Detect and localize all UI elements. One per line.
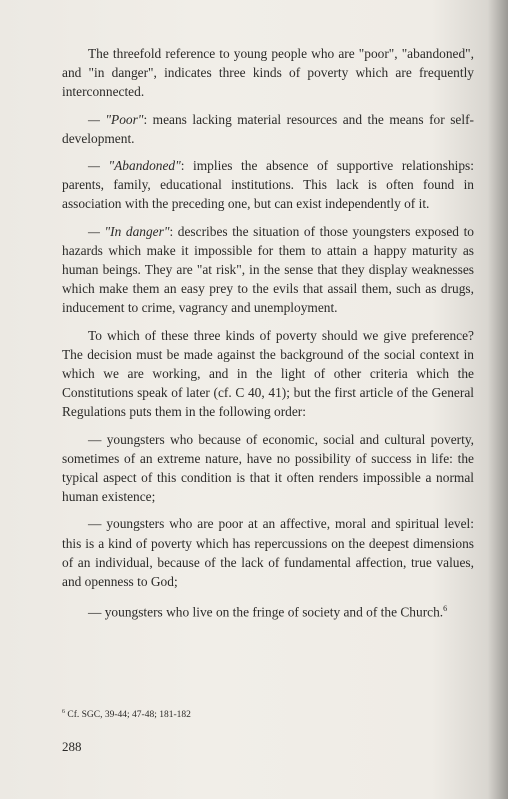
- paragraph-poor: — "Poor": means lacking material resources and the means for self-development.: [62, 111, 474, 146]
- list-item-fringe: [62, 599, 474, 622]
- body-text: [62, 44, 474, 630]
- paragraph-preference: To which of these three kinds of poverty should we give preference? The decision must be made against the background of the social context in which we are working, and in the light of other criteria which the Constitutions speak of later (cf. C 40, 41); but the first article of the General Regulations puts them in the following order:: [62, 327, 474, 420]
- footnote-marker: 6: [62, 709, 65, 715]
- footnote-reference: 6: [443, 604, 448, 614]
- paragraph-poor-text: : means lacking material resources and the means for self-development.: [62, 111, 474, 146]
- list-item-fringe-text: — youngsters who live on the fringe of society and of the Church.: [88, 604, 444, 620]
- paragraph-abandoned: — "Abandoned": implies the absence of supportive relationships: parents, family, educational institutions. This lack is often found in association with the preceding one, but can exist independently of it.: [62, 158, 474, 212]
- list-item-affective: — youngsters who are poor at an affective, moral and spiritual level: this is a kind of poverty which has repercussions on the deepest dimensions of an individual, because of the lack of fundamental affection, true values, and openness to God;: [62, 516, 474, 590]
- page-number: 288: [62, 739, 82, 754]
- paragraph-in-danger: — "In danger": describes the situation of those youngsters exposed to hazards which make it impossible for them to attain a happy maturity as human beings. They are "at risk", in the sense that they display weaknesses which make them an easy prey to the evils that assail them, such as drugs, inducement to crime, vagrancy and unemployment.: [62, 223, 474, 316]
- paragraph-intro: The threefold reference to young people who are "poor", "abandoned", and "in danger", indicates three kinds of poverty which are frequently interconnected.: [62, 46, 474, 100]
- list-item-economic: — youngsters who because of economic, social and cultural poverty, sometimes of an extreme nature, have no possibility of success in life: the typical aspect of this condition is that it often renders impossible a normal human existence;: [62, 431, 474, 505]
- footnote: [62, 706, 462, 721]
- footnote-text: Cf. SGC, 39-44; 47-48; 181-182: [67, 710, 191, 721]
